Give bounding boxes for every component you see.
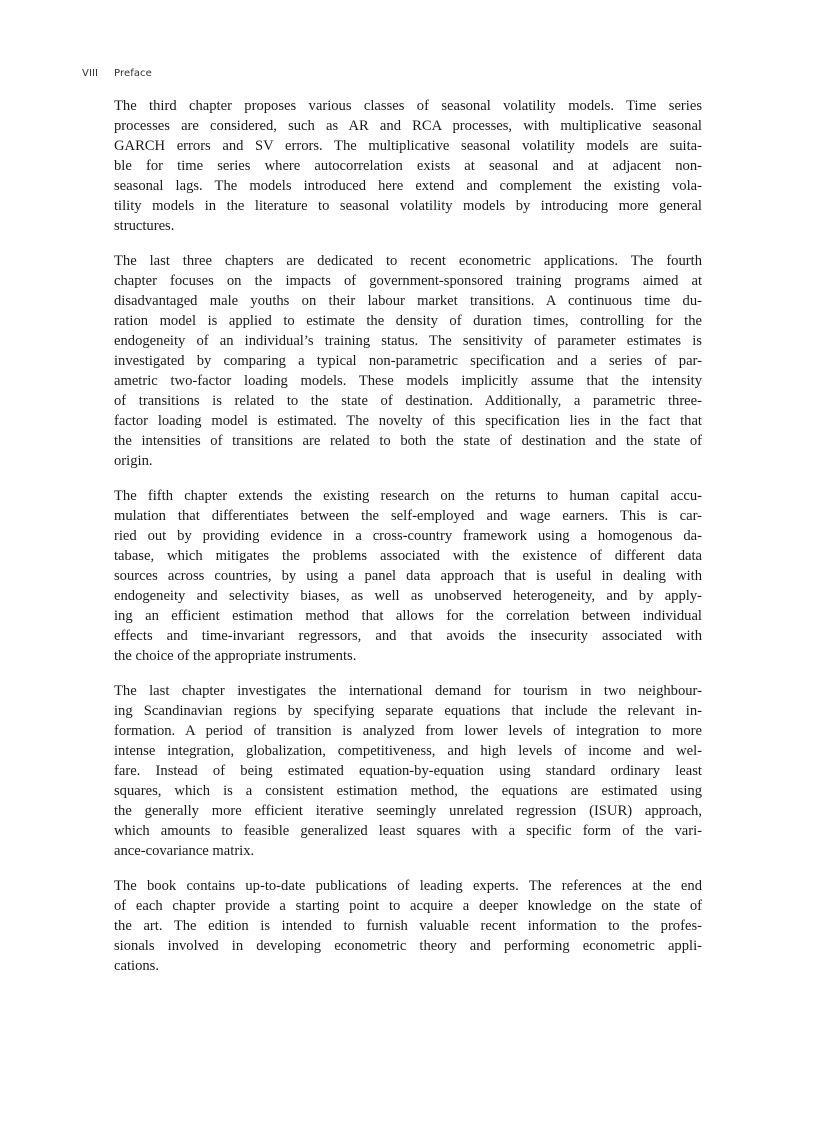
text-line: mulation that differentiates between the self-employed and wage earners. This is car-: [114, 508, 702, 524]
text-line: seasonal lags. The models introduced here extend and complement the existing vola-: [114, 178, 702, 194]
text-line: The last three chapters are dedicated to recent econometric applications. The fourth: [114, 253, 702, 269]
text-line: the intensities of transitions are related to both the state of destination and the state of: [114, 433, 702, 449]
text-line: structures.: [114, 218, 175, 234]
text-line: sionals involved in developing econometric theory and performing econometric appli-: [114, 938, 702, 954]
text-line: formation. A period of transition is analyzed from lower levels of integration to more: [114, 723, 702, 739]
text-line: tility models in the literature to seasonal volatility models by introducing more general: [114, 198, 702, 214]
text-line: ration model is applied to estimate the density of duration times, controlling for the: [114, 313, 702, 329]
text-line: which amounts to feasible generalized least squares with a specific form of the vari-: [114, 823, 702, 839]
text-line: effects and time-invariant regressors, and that avoids the insecurity associated with: [114, 628, 702, 644]
text-line: endogeneity of an individual’s training status. The sensitivity of parameter estimates is: [114, 333, 702, 349]
text-line: squares, which is a consistent estimation method, the equations are estimated using: [114, 783, 702, 799]
text-line: the art. The edition is intended to furnish valuable recent information to the profes-: [114, 918, 702, 934]
text-line: ried out by providing evidence in a cross-country framework using a homogenous da-: [114, 528, 702, 544]
text-line: the generally more efficient iterative seemingly unrelated regression (ISUR) approach,: [114, 803, 702, 819]
paragraph: [114, 486, 702, 666]
text-line: ing Scandinavian regions by specifying separate equations that include the relevant in-: [114, 703, 702, 719]
text-line: disadvantaged male youths on their labour market transitions. A continuous time du-: [114, 293, 702, 309]
text-line: factor loading model is estimated. The novelty of this specification lies in the fact that: [114, 413, 702, 429]
text-line: GARCH errors and SV errors. The multiplicative seasonal volatility models are suita-: [114, 138, 702, 154]
text-line: tabase, which mitigates the problems associated with the existence of different data: [114, 548, 702, 564]
text-line: processes are considered, such as AR and RCA processes, with multiplicative seasonal: [114, 118, 702, 134]
text-line: ing an efficient estimation method that allows for the correlation between individual: [114, 608, 702, 624]
text-line: ance-covariance matrix.: [114, 843, 255, 859]
text-line: The last chapter investigates the international demand for tourism in two neighbour-: [114, 683, 702, 699]
text-line: sources across countries, by using a panel data approach that is useful in dealing with: [114, 568, 702, 584]
text-line: ametric two-factor loading models. These models implicitly assume that the intensity: [114, 373, 702, 389]
text-line: the choice of the appropriate instruments.: [114, 648, 357, 664]
text-line: The book contains up-to-date publications of leading experts. The references at the end: [114, 878, 702, 894]
text-line: fare. Instead of being estimated equation-by-equation using standard ordinary least: [114, 763, 702, 779]
text-line: The third chapter proposes various classes of seasonal volatility models. Time series: [114, 98, 702, 114]
text-line: investigated by comparing a typical non-parametric specification and a series of par-: [114, 353, 702, 369]
text-line: of transitions is related to the state of destination. Additionally, a parametric three-: [114, 393, 702, 409]
text-line: ble for time series where autocorrelation exists at seasonal and at adjacent non-: [114, 158, 702, 174]
section-title: Preface: [114, 68, 152, 79]
page-number: VIII: [82, 68, 99, 79]
body-text: [114, 96, 702, 991]
text-line: chapter focuses on the impacts of government-sponsored training programs aimed at: [114, 273, 702, 289]
paragraph: [114, 681, 702, 861]
text-line: of each chapter provide a starting point to acquire a deeper knowledge on the state of: [114, 898, 702, 914]
text-line: endogeneity and selectivity biases, as well as unobserved heterogeneity, and by apply-: [114, 588, 702, 604]
text-line: origin.: [114, 453, 153, 469]
text-line: cations.: [114, 958, 159, 974]
text-line: The fifth chapter extends the existing research on the returns to human capital accu-: [114, 488, 702, 504]
running-header: [82, 68, 152, 79]
paragraph: [114, 876, 702, 976]
paragraph: [114, 251, 702, 471]
text-line: intense integration, globalization, competitiveness, and high levels of income and wel-: [114, 743, 702, 759]
paragraph: [114, 96, 702, 236]
